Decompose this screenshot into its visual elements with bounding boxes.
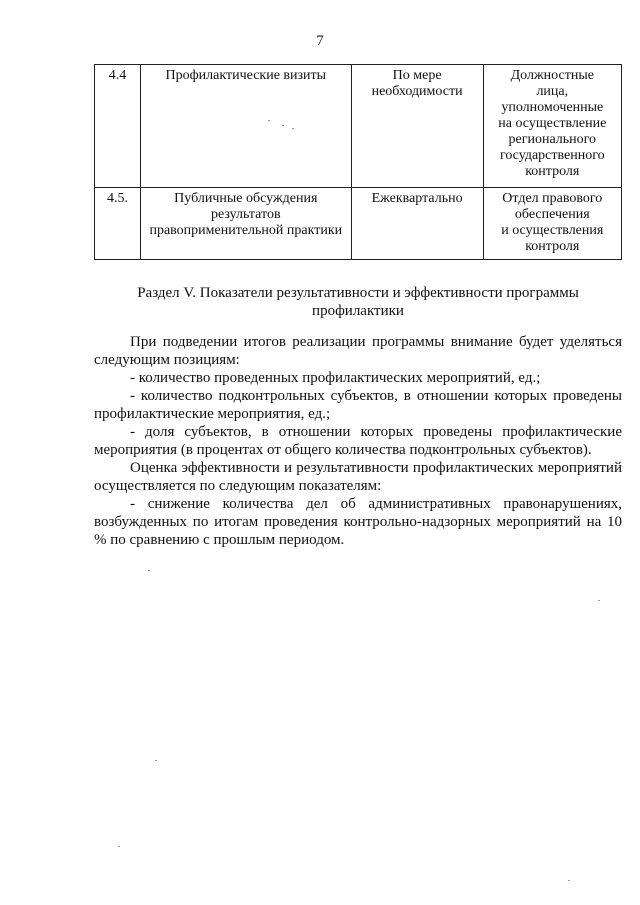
cell-line: обеспечения (514, 207, 590, 222)
body-text (94, 333, 622, 549)
activities-table (94, 64, 622, 260)
cell-line: Публичные обсуждения (174, 191, 318, 206)
cell-line: на осуществление (498, 116, 607, 131)
cell-line: результатов (211, 207, 281, 222)
cell-line: По мере (392, 68, 442, 83)
activity-responsible (483, 188, 621, 260)
paragraph: Оценка эффективности и результативности профилактических мероприятий осуществляется по следующим показателям: (94, 460, 622, 494)
cell-line: государственного (499, 148, 605, 163)
cell-line: контроля (525, 239, 580, 254)
cell-line: Должностные (510, 68, 594, 83)
cell-line: Ежеквартально (371, 191, 463, 206)
paragraph: - снижение количества дел об административных правонарушениях, возбужденных по итогам проведения контрольно-надзорных мероприятий на 10 % по сравнению с прошлым периодом. (94, 496, 622, 548)
paragraph: - доля субъектов, в отношении которых проведены профилактические мероприятия (в процентах от общего количества подконтрольных субъектов). (94, 424, 622, 458)
activity-timing (351, 188, 483, 260)
section-title-line: Раздел V. Показатели результативности и эффективности программы (137, 285, 579, 301)
section-title (94, 284, 622, 320)
table-row (95, 188, 622, 260)
row-number: 4.5. (95, 188, 141, 260)
cell-line: уполномоченные (501, 100, 604, 115)
cell-line: и осуществления (501, 223, 604, 238)
activity-responsible (483, 65, 621, 188)
cell-line: контроля (525, 164, 580, 179)
row-number: 4.4 (95, 65, 141, 188)
cell-line: лица, (536, 84, 569, 99)
paragraph: - количество подконтрольных субъектов, в отношении которых проведены профилактические мероприятия, ед.; (94, 388, 622, 422)
section-title-line: профилактики (312, 303, 404, 319)
activity-name (140, 65, 351, 188)
cell-line: необходимости (371, 84, 463, 99)
page-number: 7 (316, 33, 324, 49)
cell-line: Профилактические визиты (165, 68, 327, 83)
activity-name (140, 188, 351, 260)
paragraph: При подведении итогов реализации программы внимание будет уделяться следующим позициям: (94, 334, 622, 368)
cell-line: регионального (508, 132, 597, 147)
paragraph: - количество проведенных профилактических мероприятий, ед.; (130, 370, 541, 386)
cell-line: Отдел правового (502, 191, 603, 206)
activity-timing (351, 65, 483, 188)
table-row (95, 65, 622, 188)
cell-line: правоприменительной практики (149, 223, 343, 238)
